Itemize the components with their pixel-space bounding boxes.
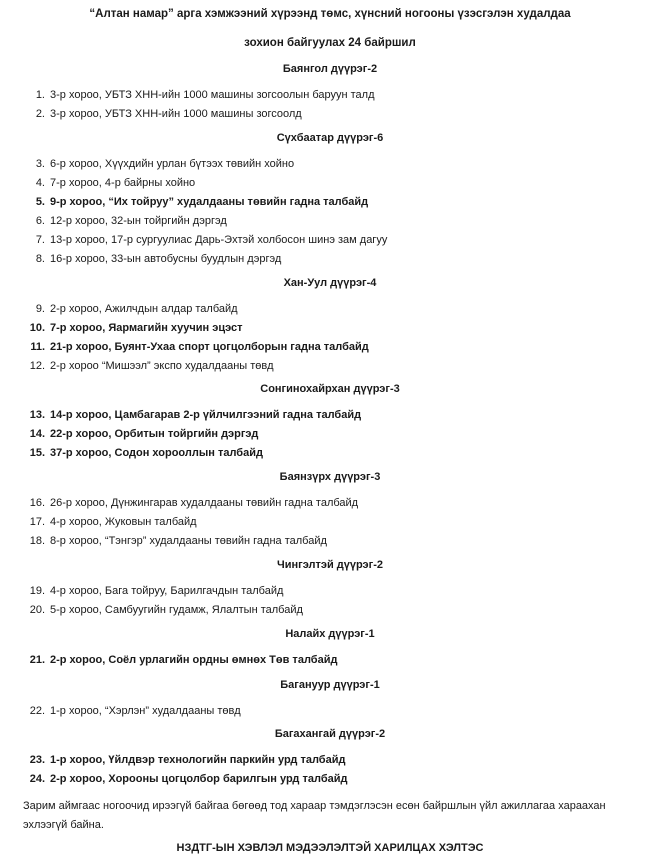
- list-item: [0, 253, 640, 265]
- list-item: [0, 341, 640, 353]
- list-item: [0, 516, 640, 528]
- district-heading: Налайх дүүрэг-1: [285, 628, 375, 640]
- list-item-number: 1.: [35, 89, 45, 101]
- list-item-text: 13-р хороо, 17-р сургуулиас Дарь-Эхтэй холбосон шинэ зам дагуу: [50, 234, 388, 246]
- list-item-text: 2-р хороо, Хорооны цогцолбор барилгын урд талбайд: [50, 773, 348, 785]
- district-heading: Хан-Уул дүүрэг-4: [283, 277, 377, 289]
- footer-department: НЗДТГ-ЫН ХЭВЛЭЛ МЭДЭЭЛЭЛТЭЙ ХАРИЛЦАХ ХЭЛТЭС: [176, 842, 484, 854]
- list-item-number: 10.: [29, 322, 45, 334]
- list-item-text: 2-р хороо, Соёл урлагийн ордны өмнөх Төв талбайд: [50, 654, 338, 666]
- list-item-text: 8-р хороо, “Тэнгэр” худалдааны төвийн гадна талбайд: [50, 535, 327, 547]
- list-item: [0, 89, 640, 101]
- note-paragraph: Зарим аймгаас ногоочид ирээгүй байгаа бөгөөд тод хараар тэмдэглэсэн есөн байршлын үйл ажиллагаа хараахан эхлээгүй байна.: [23, 800, 606, 831]
- list-item: [0, 196, 640, 208]
- title-line-1: “Алтан намар” арга хэмжээний хүрээнд төмс, хүнсний ногооны үзэсгэлэн худалдаа: [89, 8, 571, 20]
- list-item: [0, 447, 640, 459]
- list-item-number: 19.: [29, 585, 45, 597]
- list-item-number: 22.: [29, 705, 45, 717]
- district-heading: Баянгол дүүрэг-2: [282, 63, 378, 75]
- list-item-text: 21-р хороо, Буянт-Ухаа спорт цогцолборын гадна талбайд: [50, 341, 369, 353]
- list-item-text: 3-р хороо, УБТЗ ХНН-ийн 1000 машины зогсоолд: [50, 108, 302, 120]
- list-item-number: 5.: [35, 196, 45, 208]
- list-item-text: 26-р хороо, Дүнжингарав худалдааны төвийн гадна талбайд: [50, 497, 359, 509]
- list-item-number: 6.: [35, 215, 45, 227]
- list-item-text: 6-р хороо, Хүүхдийн урлан бүтээх төвийн хойно: [50, 158, 295, 170]
- list-item: [0, 428, 640, 440]
- list-item-number: 17.: [29, 516, 45, 528]
- list-item: [0, 158, 640, 170]
- list-item-text: 4-р хороо, Бага тойруу, Барилгачдын талбайд: [50, 585, 284, 597]
- list-item: [0, 108, 640, 120]
- list-item-number: 18.: [29, 535, 45, 547]
- list-item-number: 8.: [35, 253, 45, 265]
- list-item-text: 16-р хороо, 33-ын автобусны буудлын дэргэд: [50, 253, 282, 265]
- list-item-number: 14.: [29, 428, 45, 440]
- list-item-text: 4-р хороо, Жуковын талбайд: [50, 516, 197, 528]
- list-item-number: 13.: [29, 409, 45, 421]
- list-item-text: 7-р хороо, Яармагийн хуучин эцэст: [50, 322, 243, 334]
- list-item: [0, 497, 640, 509]
- district-heading: Сүхбаатар дүүрэг-6: [276, 132, 384, 144]
- list-item-number: 7.: [35, 234, 45, 246]
- list-item-text: 1-р хороо, “Хэрлэн” худалдааны төвд: [50, 705, 241, 717]
- list-item-text: 2-р хороо “Мишээл” экспо худалдааны төвд: [50, 360, 274, 372]
- list-item-text: 14-р хороо, Цамбагарав 2-р үйлчилгээний гадна талбайд: [50, 409, 362, 421]
- list-item-number: 12.: [29, 360, 45, 372]
- list-item-text: 37-р хороо, Содон хорооллын талбайд: [50, 447, 263, 459]
- district-heading: Чингэлтэй дүүрэг-2: [276, 559, 383, 571]
- district-heading: Сонгинохайрхан дүүрэг-3: [260, 383, 400, 395]
- list-item: [0, 303, 640, 315]
- list-item-text: 12-р хороо, 32-ын тойргийн дэргэд: [50, 215, 227, 227]
- list-item: [0, 773, 640, 785]
- list-item-text: 3-р хороо, УБТЗ ХНН-ийн 1000 машины зогсоолын баруун талд: [50, 89, 375, 101]
- list-item-text: 7-р хороо, 4-р байрны хойно: [50, 177, 196, 189]
- list-item-number: 3.: [35, 158, 45, 170]
- list-item: [0, 177, 640, 189]
- list-item-number: 11.: [30, 341, 45, 353]
- list-item: [0, 215, 640, 227]
- list-item: [0, 604, 640, 616]
- list-item: [0, 234, 640, 246]
- list-item-number: 16.: [29, 497, 45, 509]
- list-item-text: 22-р хороо, Орбитын тойргийн дэргэд: [50, 428, 259, 440]
- list-item-number: 24.: [29, 773, 45, 785]
- district-heading: Багануур дүүрэг-1: [280, 679, 380, 691]
- list-item: [0, 535, 640, 547]
- list-item-number: 20.: [29, 604, 45, 616]
- list-item: [0, 654, 640, 666]
- list-item-text: 1-р хороо, Үйлдвэр технологийн паркийн урд талбайд: [50, 754, 346, 766]
- list-item: [0, 585, 640, 597]
- list-item: [0, 754, 640, 766]
- list-item-number: 9.: [35, 303, 45, 315]
- list-item: [0, 360, 640, 372]
- list-item-number: 2.: [35, 108, 45, 120]
- list-item-number: 23.: [29, 754, 45, 766]
- list-item-number: 21.: [29, 654, 45, 666]
- list-item-number: 15.: [29, 447, 45, 459]
- list-item-text: 5-р хороо, Самбуугийн гудамж, Ялалтын талбайд: [50, 604, 303, 616]
- list-item-text: 2-р хороо, Ажилчдын алдар талбайд: [50, 303, 238, 315]
- list-item: [0, 705, 640, 717]
- district-heading: Баянзүрх дүүрэг-3: [279, 471, 381, 483]
- list-item: [0, 322, 640, 334]
- district-heading: Багахангай дүүрэг-2: [274, 728, 386, 740]
- list-item-number: 4.: [35, 177, 45, 189]
- list-item: [0, 409, 640, 421]
- list-item-text: 9-р хороо, “Их тойруу” худалдааны төвийн гадна талбайд: [50, 196, 369, 208]
- title-line-2: зохион байгуулах 24 байршил: [244, 37, 416, 49]
